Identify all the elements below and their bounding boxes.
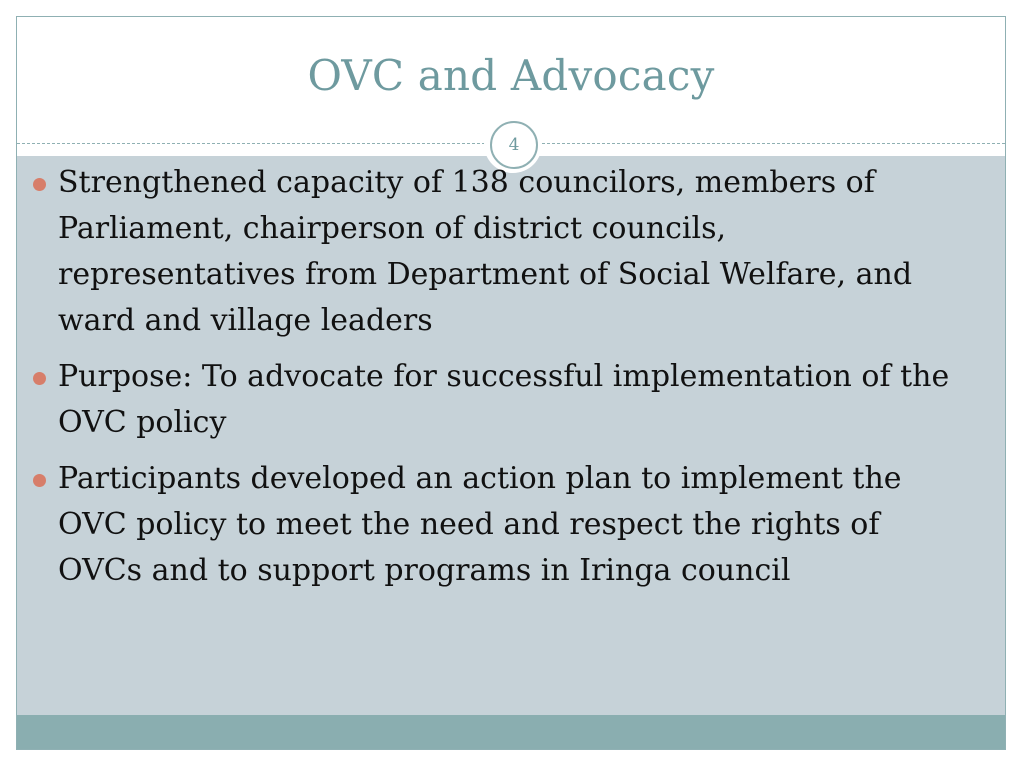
slide-title: OVC and Advocacy [307, 51, 715, 100]
bullet-dot-icon [33, 474, 46, 487]
bullet-item [32, 160, 962, 344]
footer-bar [17, 715, 1005, 749]
bullet-text: Strengthened capacity of 138 councilors, members of Parliament, chairperson of district councils, representatives from Department of Social Welfare, and ward and village leaders [58, 165, 913, 338]
bullet-text: Participants developed an action plan to implement the OVC policy to meet the need and respect the rights of OVCs and to support programs in Iringa council [58, 461, 902, 588]
bullet-dot-icon [33, 178, 46, 191]
bullet-text: Purpose: To advocate for successful implementation of the OVC policy [58, 359, 950, 440]
bullet-item [32, 354, 962, 446]
bullet-item [32, 456, 962, 594]
page-number: 4 [490, 121, 538, 169]
bullet-dot-icon [33, 372, 46, 385]
bullet-list [32, 160, 962, 604]
